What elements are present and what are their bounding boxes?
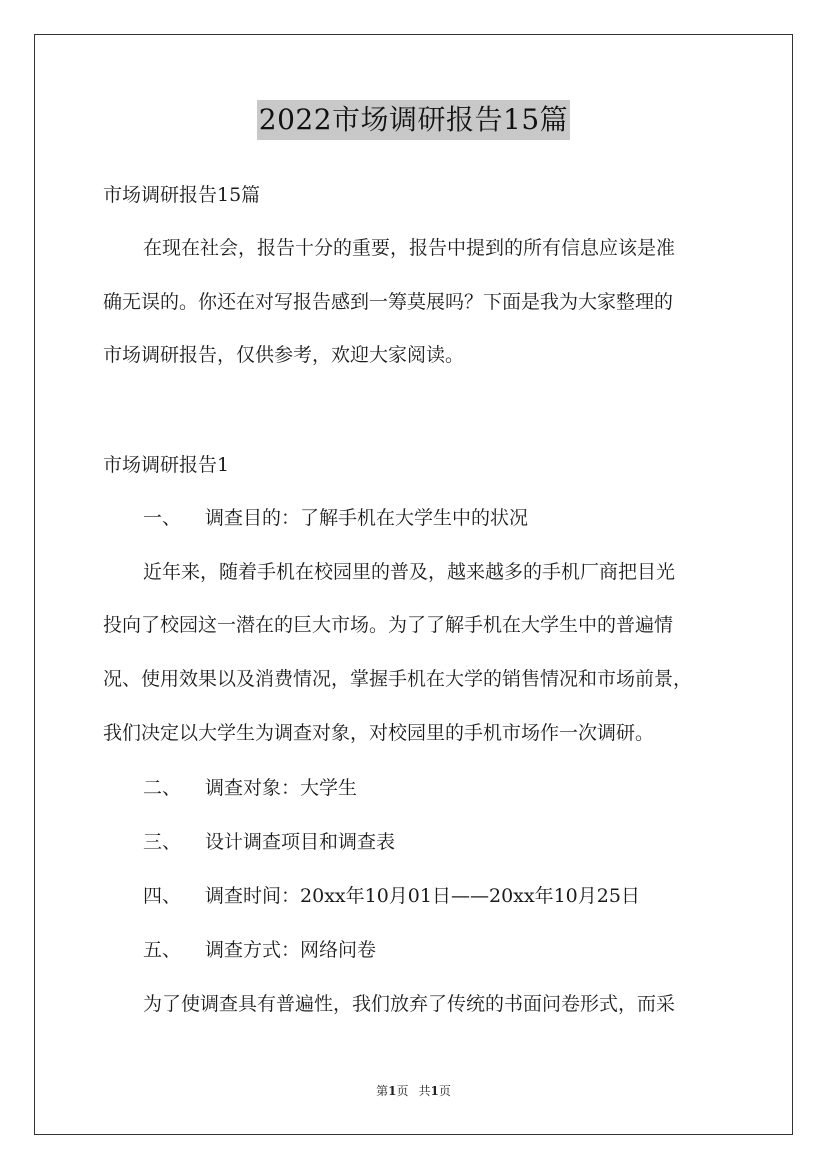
item-2-text: 调查对象：大学生 <box>205 777 358 799</box>
intro-line-2: 确无误的。你还在对写报告感到一筹莫展吗？下面是我为大家整理的 <box>103 291 674 313</box>
section-heading: 市场调研报告1 <box>103 454 230 476</box>
item-4 <box>143 884 640 908</box>
footer-page-number: 1 <box>388 1084 397 1098</box>
para1-line-2: 投向了校园这一潜在的巨大市场。为了了解手机在大学生中的普遍情 <box>103 614 674 636</box>
footer-total-prefix: 共 <box>418 1084 431 1098</box>
footer-page-prefix: 第 <box>376 1084 389 1098</box>
item-1-number: 一、 <box>143 507 182 529</box>
item-1 <box>143 506 528 530</box>
item-5-text: 调查方式：网络问卷 <box>205 939 377 961</box>
para1-line-3: 况、使用效果以及消费情况，掌握手机在大学的销售情况和市场前景， <box>103 668 693 690</box>
para1-line-1: 近年来，随着手机在校园里的普及，越来越多的手机厂商把目光 <box>143 561 676 583</box>
subtitle: 市场调研报告15篇 <box>103 184 261 206</box>
item-4-number: 四、 <box>143 885 182 907</box>
item-3-text: 设计调查项目和调查表 <box>205 831 396 853</box>
intro-line-1: 在现在社会，报告十分的重要，报告中提到的所有信息应该是准 <box>143 237 676 259</box>
footer-total-suffix: 页 <box>438 1084 451 1098</box>
item-3 <box>143 830 395 854</box>
item-5 <box>143 938 376 962</box>
footer-page-suffix: 页 <box>396 1084 409 1098</box>
item-3-number: 三、 <box>143 831 182 853</box>
document-title: 2022市场调研报告15篇 <box>257 100 570 140</box>
item-1-text: 调查目的：了解手机在大学生中的状况 <box>205 507 529 529</box>
intro-line-3: 市场调研报告，仅供参考，欢迎大家阅读。 <box>103 344 465 366</box>
item-2 <box>143 776 357 800</box>
para1-line-4: 我们决定以大学生为调查对象，对校园里的手机市场作一次调研。 <box>103 722 655 744</box>
title-container <box>0 100 827 140</box>
footer-total-number: 1 <box>430 1084 439 1098</box>
para2-line-1: 为了使调查具有普遍性，我们放弃了传统的书面问卷形式，而采 <box>143 993 676 1015</box>
item-2-number: 二、 <box>143 777 182 799</box>
page-footer <box>0 1083 827 1099</box>
item-5-number: 五、 <box>143 939 182 961</box>
item-4-text: 调查时间：20xx年10月01日——20xx年10月25日 <box>205 885 640 907</box>
